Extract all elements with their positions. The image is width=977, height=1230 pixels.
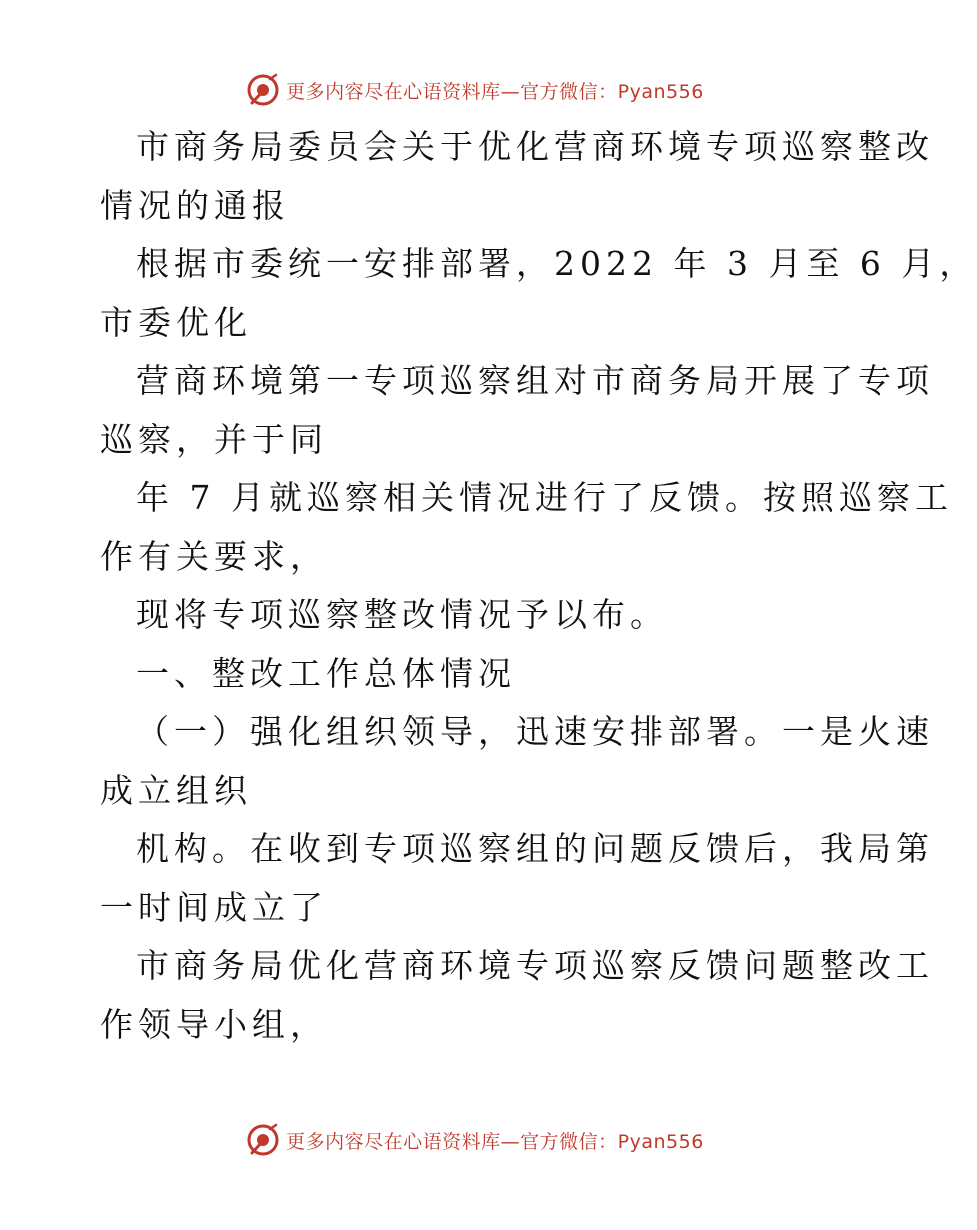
document-line: 市商务局委员会关于优化营商环境专项巡察整改 [136, 127, 934, 166]
watermark-wechat-id: Pyan556 [617, 1130, 704, 1153]
seal-pen-icon [246, 1123, 280, 1157]
watermark-text: 更多内容尽在心语资料库—官方微信：Pyan556 [286, 80, 704, 103]
document-body [100, 118, 977, 1054]
document-line: 营商环境第一专项巡察组对市商务局开展了专项 [136, 361, 934, 400]
seal-pen-icon [246, 73, 280, 107]
watermark-wechat-id: Pyan556 [617, 80, 704, 103]
watermark-text: 更多内容尽在心语资料库—官方微信：Pyan556 [286, 1130, 704, 1153]
document-line: 作领导小组， [100, 1004, 328, 1044]
document-line: （一）强化组织领导，迅速安排部署。一是火速 [136, 712, 934, 751]
document-line: 市委优化 [100, 302, 252, 342]
document-line: 机构。在收到专项巡察组的问题反馈后，我局第 [136, 829, 934, 868]
document-line: 巡察，并于同 [100, 419, 328, 459]
header-watermark [0, 70, 950, 110]
document-line: 年 7 月就巡察相关情况进行了反馈。按照巡察工 [136, 478, 953, 517]
document-line: 一时间成立了 [100, 887, 328, 927]
document-line: 根据市委统一安排部署，2022 年 3 月至 6 月， [136, 244, 977, 283]
document-line: 现将专项巡察整改情况予以布。 [136, 595, 668, 634]
document-line: 情况的通报 [100, 185, 290, 225]
document-line: 一、整改工作总体情况 [136, 653, 516, 693]
footer-watermark [0, 1120, 950, 1160]
document-line: 市商务局优化营商环境专项巡察反馈问题整改工 [136, 946, 934, 985]
document-line: 作有关要求， [100, 536, 328, 576]
document-line: 成立组织 [100, 770, 252, 810]
